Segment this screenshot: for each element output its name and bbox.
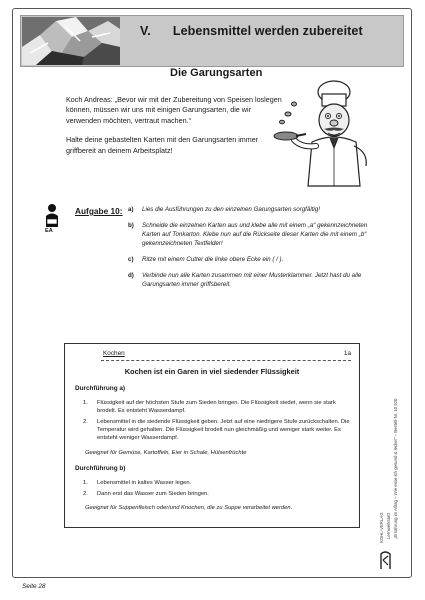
chapter-title-text: Lebensmittel werden zubereitet (172, 24, 363, 38)
intro-paragraph-1: Koch Andreas: „Bevor wir mit der Zubereitung von Speisen loslegen können, müssen wir uns mit einigen Garungsarten, die wir verwenden möchten, vertraut machen.“ (66, 95, 282, 125)
intro-text (66, 95, 288, 165)
list-item: 2. Dann erst das Wasser zum Sieden bringen. (83, 490, 209, 497)
side-imprint-title: „Ernährung im Alltag – Wie esse ich gesund & lecker“ – Bestell-Nr. 10 920 (393, 398, 398, 539)
section-b-title: Durchführung b) (75, 464, 126, 472)
single-work-icon (44, 203, 60, 231)
section-a-note: Geeignet für Gemüse, Kartoffeln, Eier in Schale, Hülsenfrüchte (85, 449, 247, 456)
task-label: Aufgabe 10: (75, 206, 123, 216)
card-name: Kochen (103, 350, 125, 357)
side-imprint-publisher: KOHL-VERLAG (379, 512, 384, 543)
task-step: b) Schneide die einzelnen Karten aus und klebe alle mit einem „a“ gekennzeichneten Karten auf Tonkarton. Klebe nun auf die Rückseite dieser Karten die mit einem „b“ gekennzeichneten Textfelder! (128, 221, 368, 247)
side-imprint (376, 343, 406, 575)
list-item: 1. Flüssigkeit auf der höchsten Stufe zum Sieden bringen. Die Flüssigkeit siedet, wenn sie stark brodelt. Es entsteht Wasserdampf. (83, 399, 336, 415)
cooking-card (64, 343, 360, 528)
section-a-title: Durchführung a) (75, 385, 126, 392)
list-item: 2. Lebensmittel in die siedende Flüssigkeit geben. Jetzt auf eine niedrigere Stufe zurückschalten. Die Temperatur wird gehalten. Die Flüssigkeit brodelt nun gleichmäßig und weniger stark weiter. Es entsteht weniger Wasserdampf. (83, 419, 350, 442)
list-item: 1. Lebensmittel in kaltes Wasser legen. (83, 479, 192, 486)
task-step: c) Ritze mit einem Cutter die linke obere Ecke ein ( / ). (128, 255, 284, 263)
task-steps (128, 206, 378, 297)
section-b-note: Geeignet für Suppenfleisch oder/und Knochen, die zu Suppe verarbeitet werden. (85, 504, 293, 511)
card-divider (101, 360, 351, 361)
work-form-label: EA (45, 228, 53, 234)
task-step: d) Verbinde nun alle Karten zusammen mit einer Musterklammer. Jetzt hast du alle Garungsarten immer griffsbereit. (128, 271, 362, 288)
card-body (75, 383, 353, 520)
side-imprint-series: Lernwerkstatt (386, 513, 391, 539)
chapter-number: V. (140, 24, 151, 38)
cooking-photo (22, 17, 120, 65)
chapter-title (140, 24, 363, 38)
card-headline: Kochen ist ein Garen in viel siedender Flüssigkeit (124, 367, 300, 376)
publisher-logo-icon (379, 550, 392, 570)
task-step: a) Lies die Ausführungen zu den einzelnen Garungsarten sorgfältig! (128, 206, 320, 213)
intro-paragraph-2: Halte deine gebastelten Karten mit den Garungsarten immer griffbereit an deinem Arbeitsplatz! (66, 135, 259, 155)
card-code: 1a (343, 350, 351, 357)
section-title: Die Garungsarten (170, 67, 263, 79)
chef-illustration (272, 74, 382, 194)
page-number: Seite 28 (22, 583, 46, 590)
